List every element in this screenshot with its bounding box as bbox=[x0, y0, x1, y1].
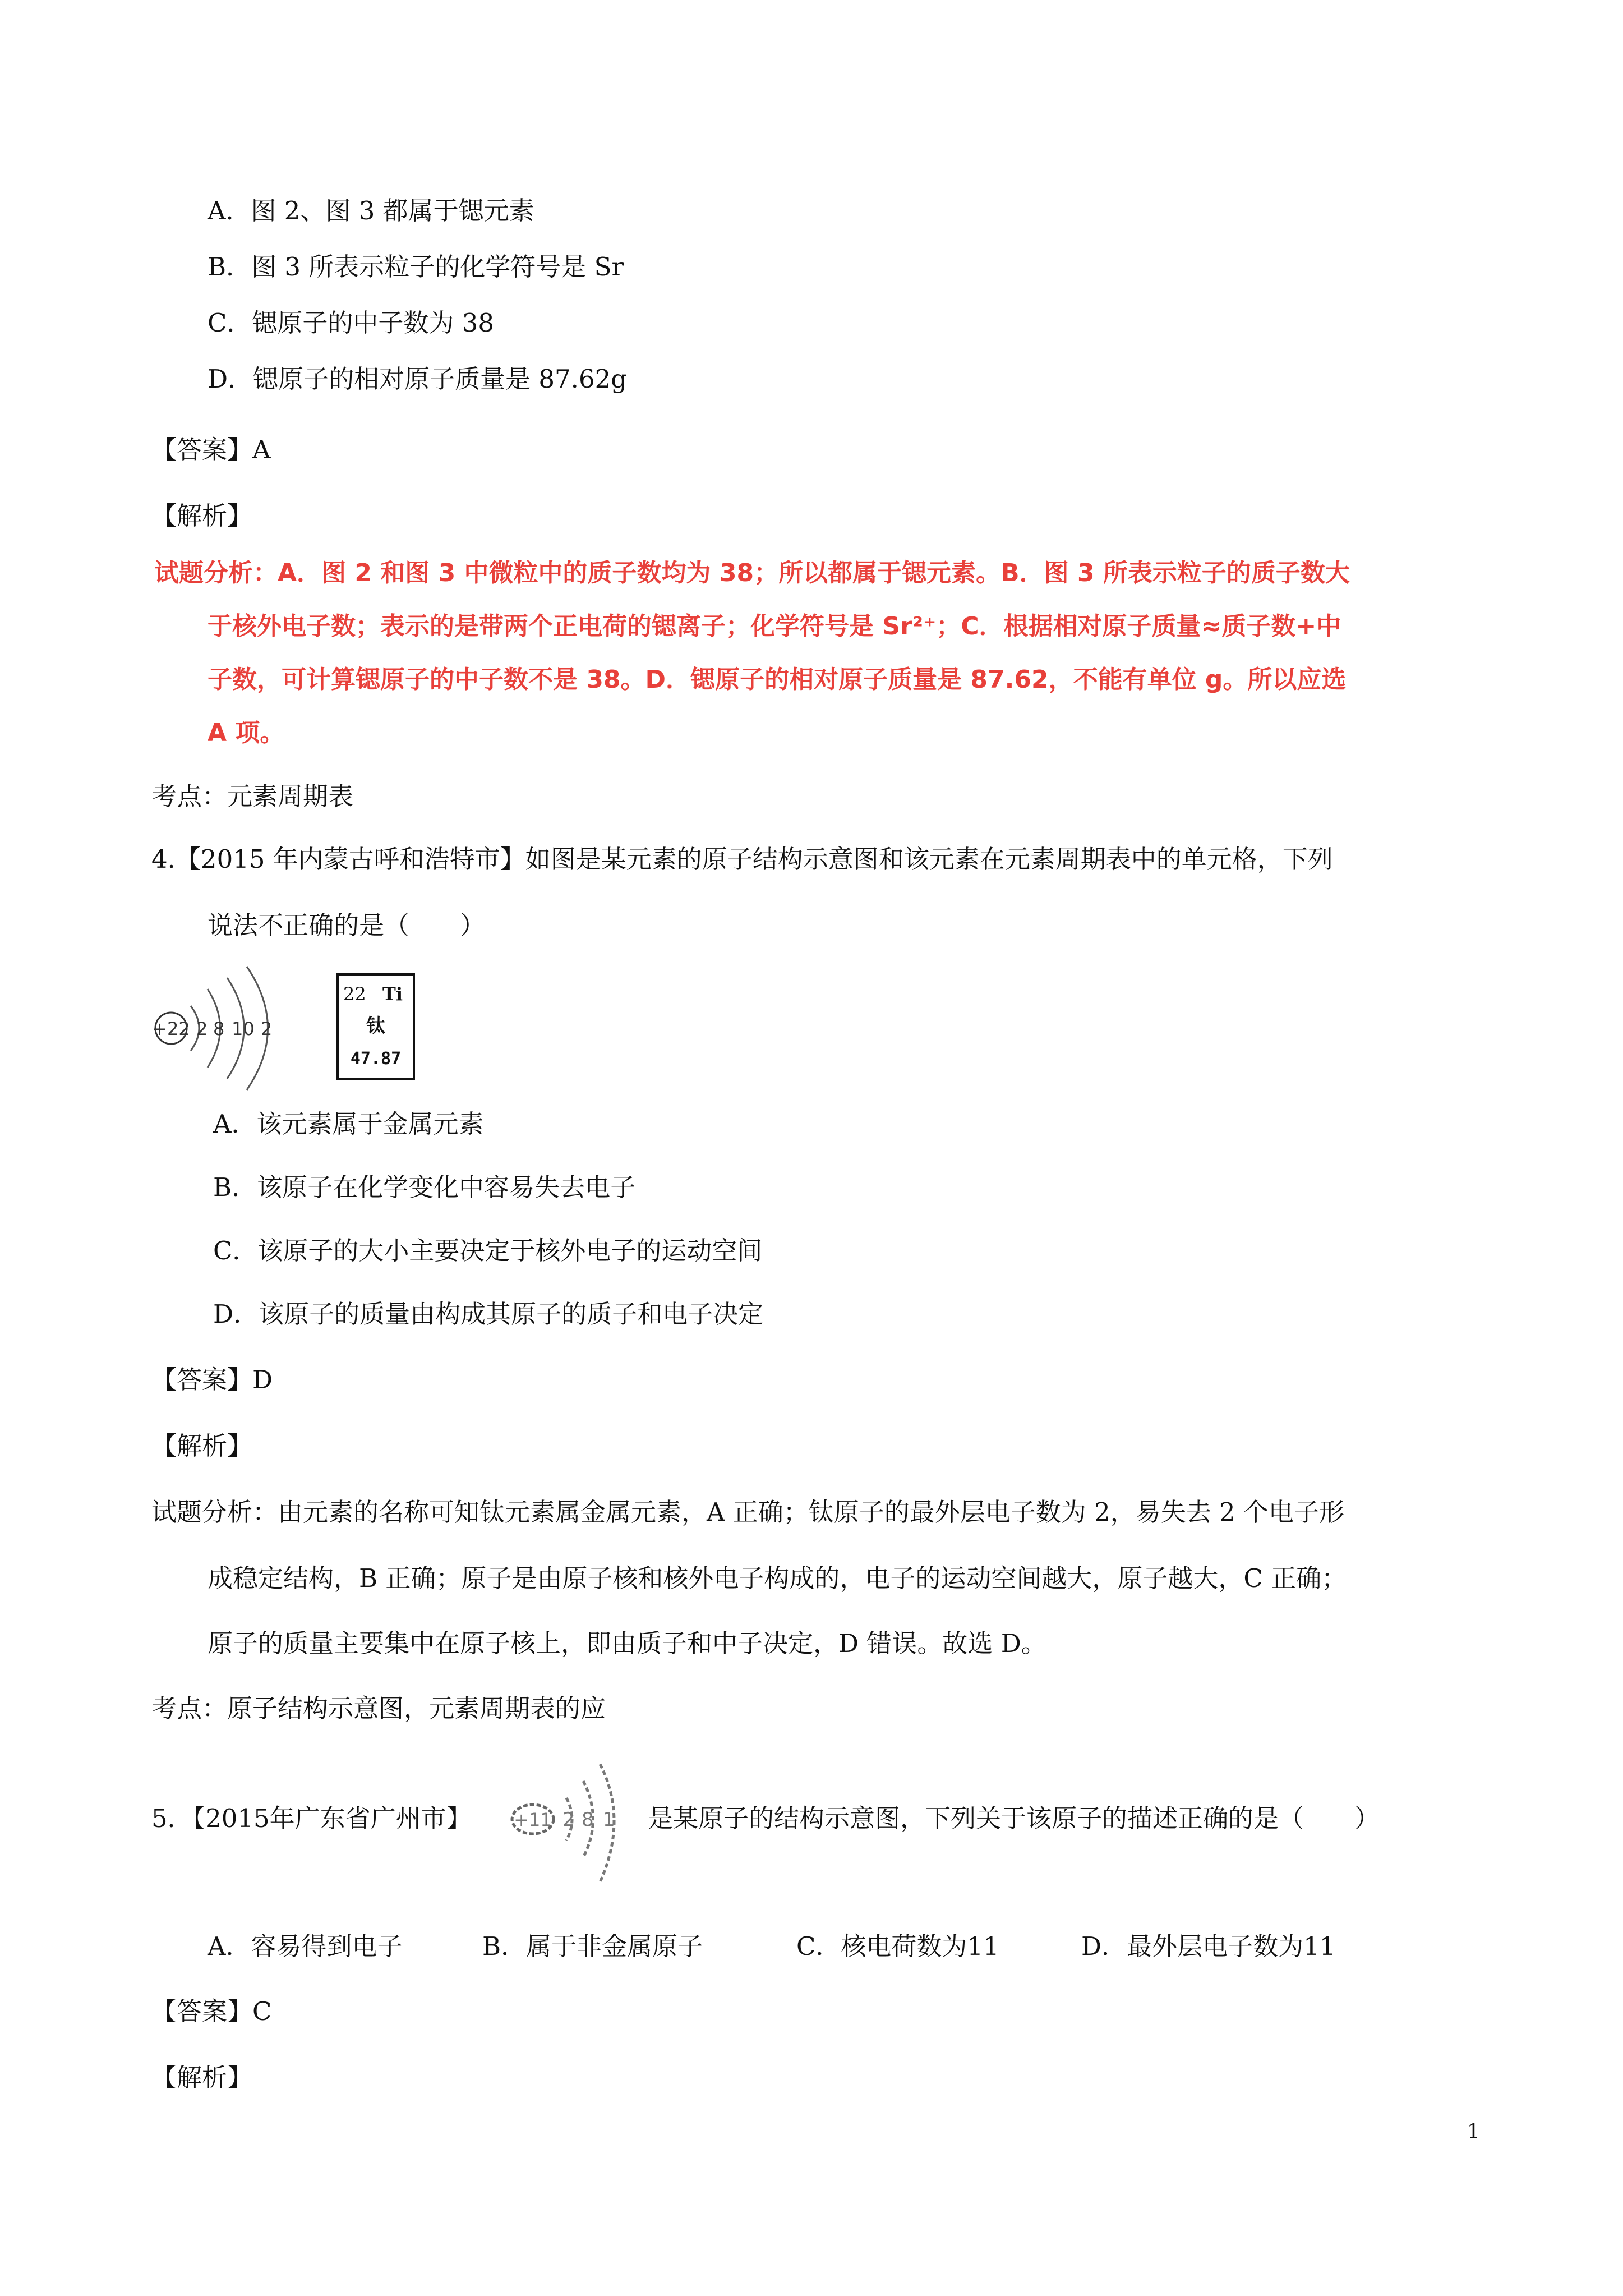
q5-answer: 【答案】C bbox=[151, 1996, 272, 2026]
q4-cell-number: 22 bbox=[343, 983, 366, 1005]
q4-analysis-line: 成稳定结构，B 正确；原子是由原子核和核外电子构成的，电子的运动空间越大，原子越大，C 正确； bbox=[208, 1563, 1347, 1593]
q5-atom-structure-diagram bbox=[508, 1759, 642, 1888]
q4-shell-count: 2 bbox=[196, 1018, 208, 1039]
q4-option-a: A．该元素属于金属元素 bbox=[213, 1109, 484, 1139]
q4-stem: 说法不正确的是（ ） bbox=[208, 910, 486, 940]
q5-option-c: C．核电荷数为11 bbox=[796, 1931, 999, 1961]
q3-option-d: D．锶原子的相对原子质量是 87.62g bbox=[208, 364, 628, 394]
q4-nucleus-label: +22 bbox=[152, 1018, 190, 1039]
q3-analysis-line: 试题分析：A．图 2 和图 3 中微粒中的质子数均为 38；所以都属于锶元素。B．图 3 所表示粒子的质子数大 bbox=[154, 559, 1350, 587]
q3-analysis-line: A 项。 bbox=[208, 719, 285, 747]
q4-analysis-line: 原子的质量主要集中在原子核上，即由质子和中子决定，D 错误。故选 D。 bbox=[208, 1628, 1046, 1658]
q5-analysis-heading: 【解析】 bbox=[151, 2063, 253, 2092]
q5-stem-prefix: 5．【2015年广东省广州市】 bbox=[151, 1803, 472, 1833]
q5-shell-count: 2 bbox=[562, 1809, 575, 1831]
q4-shell-count: 8 bbox=[213, 1018, 225, 1039]
q4-shell-count: 2 bbox=[261, 1018, 273, 1039]
q5-option-b: B．属于非金属原子 bbox=[482, 1931, 703, 1961]
q4-cell-name: 钛 bbox=[366, 1015, 385, 1037]
q4-shell-count: 10 bbox=[232, 1018, 255, 1039]
q3-analysis-line: 子数，可计算锶原子的中子数不是 38。D．锶原子的相对原子质量是 87.62，不能有单位 g。所以应选 bbox=[208, 665, 1347, 694]
q4-answer: 【答案】D bbox=[151, 1365, 273, 1395]
q4-option-d: D．该原子的质量由构成其原子的质子和电子决定 bbox=[213, 1299, 764, 1329]
q4-analysis-heading: 【解析】 bbox=[151, 1431, 253, 1461]
q3-analysis-heading: 【解析】 bbox=[151, 501, 253, 531]
q4-stem: 4.【2015 年内蒙古呼和浩特市】如图是某元素的原子结构示意图和该元素在元素周期表中的单元格，下列 bbox=[151, 844, 1333, 874]
q4-analysis-line: 试题分析：由元素的名称可知钛元素属金属元素，A 正确；钛原子的最外层电子数为 2，易失去 2 个电子形 bbox=[151, 1497, 1344, 1527]
q4-cell-mass: 47.87 bbox=[350, 1049, 402, 1069]
q4-kaodian: 考点：原子结构示意图，元素周期表的应 bbox=[151, 1694, 606, 1723]
page-number: 1 bbox=[1467, 2120, 1480, 2143]
q5-option-a: A．容易得到电子 bbox=[208, 1931, 403, 1961]
q3-analysis-line: 于核外电子数；表示的是带两个正电荷的锶离子；化学符号是 Sr²⁺；C．根据相对原子质量≈质子数+中 bbox=[208, 612, 1341, 641]
q5-shell-count: 8 bbox=[582, 1809, 594, 1831]
q5-nucleus-label: +11 bbox=[514, 1809, 552, 1830]
q4-option-b: B．该原子在化学变化中容易失去电子 bbox=[213, 1172, 636, 1202]
q3-option-a: A．图 2、图 3 都属于锶元素 bbox=[208, 196, 534, 226]
q3-kaodian: 考点：元素周期表 bbox=[151, 781, 354, 811]
q4-periodic-table-cell bbox=[336, 973, 415, 1080]
q3-answer: 【答案】A bbox=[151, 435, 271, 464]
q4-option-c: C．该原子的大小主要决定于核外电子的运动空间 bbox=[213, 1236, 763, 1266]
q4-atom-structure-diagram bbox=[149, 958, 328, 1098]
q4-cell-symbol: Ti bbox=[382, 983, 403, 1005]
q3-option-b: B．图 3 所表示粒子的化学符号是 Sr bbox=[208, 252, 624, 282]
q5-option-d: D．最外层电子数为11 bbox=[1081, 1931, 1336, 1961]
q3-option-c: C．锶原子的中子数为 38 bbox=[208, 308, 494, 338]
q5-shell-count: 1 bbox=[603, 1809, 615, 1831]
q5-stem-suffix: 是某原子的结构示意图，下列关于该原子的描述正确的是（ ） bbox=[648, 1803, 1380, 1833]
